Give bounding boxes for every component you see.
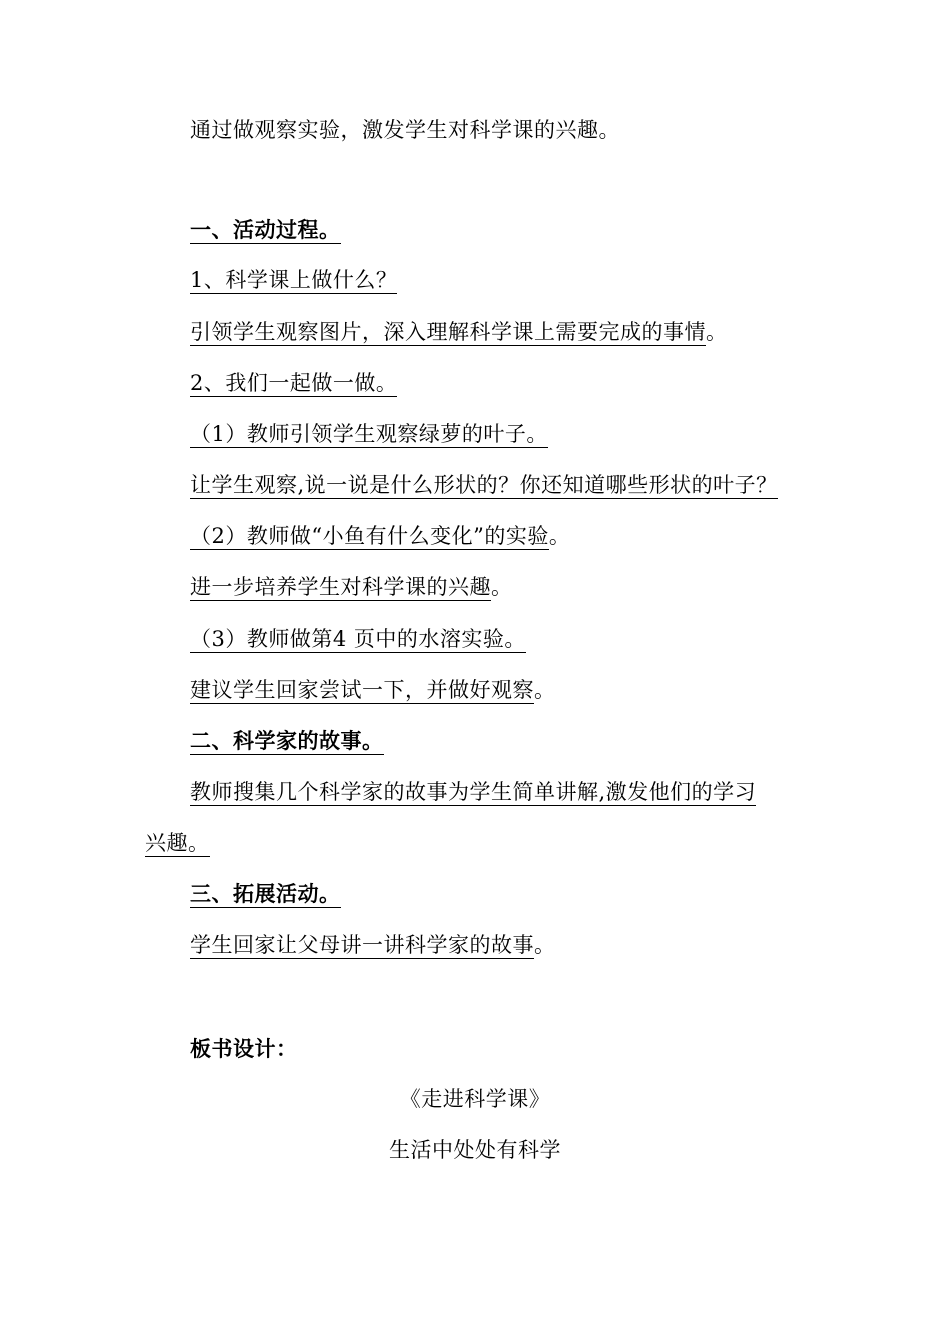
sub1-title: （1）教师引领学生观察绿萝的叶子。 (190, 422, 548, 446)
board-subtitle: 生活中处处有科学 (389, 1138, 561, 1162)
sub2-text: 进一步培养学生对科学课的兴趣。 (190, 575, 513, 599)
sub2-title: （2）教师做“小鱼有什么变化”的实验。 (190, 524, 571, 548)
section2-heading: 二、科学家的故事。 (190, 728, 384, 753)
item1-title: 1、科学课上做什么？ (190, 268, 398, 292)
section3-text: 学生回家让父母讲一讲科学家的故事。 (190, 933, 556, 957)
section3-heading: 三、拓展活动。 (190, 881, 341, 906)
objective-text: 通过做观察实验，激发学生对科学课的兴趣。 (190, 118, 620, 142)
item1-text: 引领学生观察图片，深入理解科学课上需要完成的事情。 (190, 320, 728, 344)
board-label: 板书设计： (190, 1036, 298, 1061)
section1-heading (190, 216, 341, 244)
board-title: 《走进科学课》 (399, 1087, 551, 1111)
item2-title: 2、我们一起做一做。 (190, 371, 398, 395)
section2-text-line1: 教师搜集几个科学家的故事为学生简单讲解,激发他们的学习 (190, 780, 757, 804)
section1-heading-text: 一、活动过程。 (190, 217, 341, 242)
sub1-text: 让学生观察,说一说是什么形状的？你还知道哪些形状的叶子？ (190, 473, 778, 497)
section2-text-line2: 兴趣。 (145, 831, 210, 855)
sub3-title: （3）教师做第4 页中的水溶实验。 (190, 627, 526, 651)
sub3-text: 建议学生回家尝试一下，并做好观察。 (190, 678, 556, 702)
